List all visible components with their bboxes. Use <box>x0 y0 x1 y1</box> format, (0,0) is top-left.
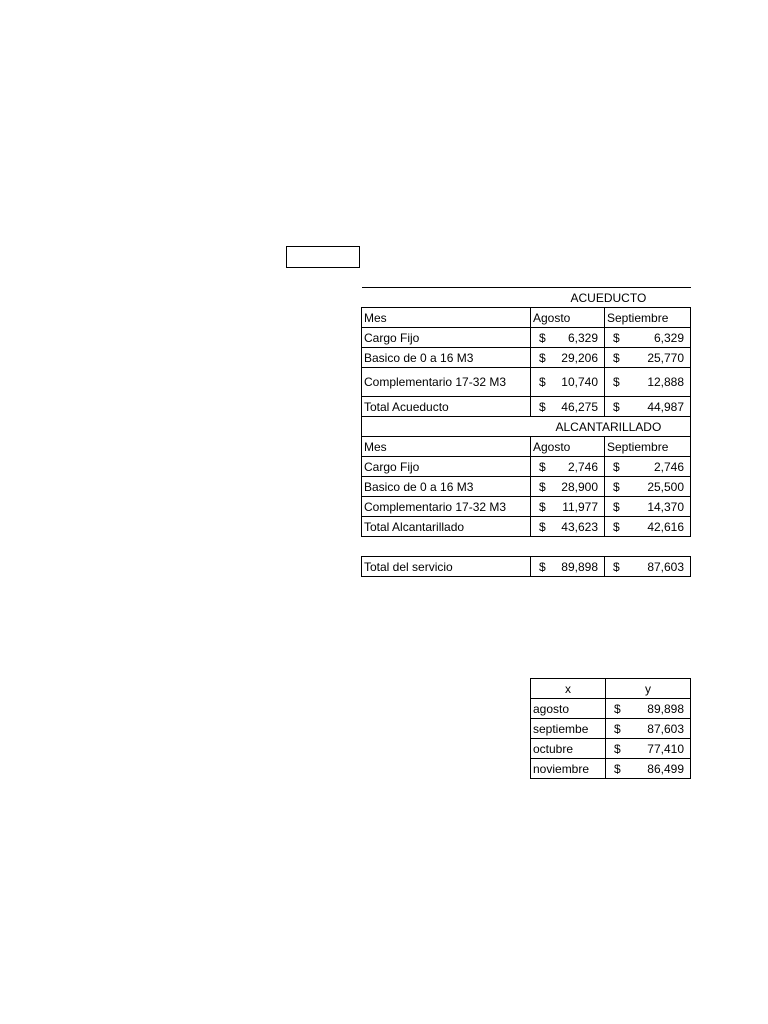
x-cell: septiembe <box>531 719 606 739</box>
total-value-septiembre: 87,603 <box>647 559 685 574</box>
row-label: Total Alcantarillado <box>362 517 531 537</box>
spacer-row <box>362 537 691 557</box>
value-cell: 14,370 <box>647 499 685 514</box>
value-cell: 46,275 <box>561 399 598 414</box>
value-cell: 25,770 <box>647 350 685 365</box>
x-cell: noviembre <box>531 759 606 779</box>
currency-symbol: $ <box>614 741 621 756</box>
value-cell: 42,616 <box>647 519 685 534</box>
table-row <box>362 477 691 497</box>
header-mes: Mes <box>362 437 531 457</box>
value-cell: 2,746 <box>653 459 685 474</box>
alcantarillado-header-row <box>362 437 691 457</box>
currency-symbol: $ <box>614 721 621 736</box>
currency-symbol: $ <box>613 559 620 574</box>
currency-symbol: $ <box>613 375 620 389</box>
value-cell: 10,740 <box>561 375 598 389</box>
table-row <box>362 517 691 537</box>
y-cell: 87,603 <box>647 721 684 736</box>
row-label: Cargo Fijo <box>362 457 531 477</box>
y-cell: 77,410 <box>647 741 684 756</box>
header-mes: Mes <box>362 308 531 328</box>
table-row <box>362 328 691 348</box>
currency-symbol: $ <box>614 701 621 716</box>
row-label: Cargo Fijo <box>362 328 531 348</box>
header-y: y <box>606 679 691 699</box>
currency-symbol: $ <box>539 479 546 494</box>
currency-symbol: $ <box>539 499 546 514</box>
row-label: Complementario 17-32 M3 <box>362 497 531 517</box>
acueducto-title-row <box>362 288 691 308</box>
value-cell: 2,746 <box>567 459 598 474</box>
header-septiembre: Septiembre <box>605 308 691 328</box>
currency-symbol: $ <box>613 519 620 534</box>
alcantarillado-title-row <box>362 417 691 437</box>
currency-symbol: $ <box>613 459 620 474</box>
table-row <box>362 457 691 477</box>
value-cell: 44,987 <box>647 399 685 414</box>
alcantarillado-title: ALCANTARILLADO <box>531 417 691 437</box>
table-row <box>531 699 691 719</box>
row-label: Total Acueducto <box>362 397 531 417</box>
table-row <box>531 739 691 759</box>
currency-symbol: $ <box>539 559 546 574</box>
table-row <box>362 397 691 417</box>
value-cell: 11,977 <box>562 499 598 514</box>
total-row <box>362 557 691 577</box>
value-cell: 29,206 <box>561 350 598 365</box>
x-cell: agosto <box>531 699 606 719</box>
xy-header-row <box>531 679 691 699</box>
xy-table <box>530 678 691 779</box>
header-x: x <box>531 679 606 699</box>
empty-cell-box <box>286 246 360 268</box>
acueducto-title: ACUEDUCTO <box>531 288 691 308</box>
currency-symbol: $ <box>539 330 546 345</box>
header-agosto: Agosto <box>531 437 605 457</box>
value-cell: 25,500 <box>647 479 685 494</box>
currency-symbol: $ <box>613 330 620 345</box>
currency-symbol: $ <box>539 519 546 534</box>
total-label: Total del servicio <box>362 557 531 577</box>
currency-symbol: $ <box>614 761 621 776</box>
currency-symbol: $ <box>539 375 546 389</box>
billing-table <box>361 287 691 577</box>
header-agosto: Agosto <box>531 308 605 328</box>
currency-symbol: $ <box>539 350 546 365</box>
y-cell: 89,898 <box>647 701 684 716</box>
table-row <box>362 348 691 368</box>
currency-symbol: $ <box>613 499 620 514</box>
table-row <box>362 497 691 517</box>
value-cell: 12,888 <box>647 375 685 389</box>
currency-symbol: $ <box>539 399 546 414</box>
row-label: Basico de 0 a 16 M3 <box>362 477 531 497</box>
row-label: Complementario 17-32 M3 <box>362 368 531 397</box>
currency-symbol: $ <box>613 399 620 414</box>
currency-symbol: $ <box>613 350 620 365</box>
table-row <box>531 759 691 779</box>
acueducto-header-row <box>362 308 691 328</box>
table-row <box>362 368 691 397</box>
row-label: Basico de 0 a 16 M3 <box>362 348 531 368</box>
currency-symbol: $ <box>539 459 546 474</box>
total-value-agosto: 89,898 <box>561 559 598 574</box>
value-cell: 43,623 <box>561 519 598 534</box>
header-septiembre: Septiembre <box>605 437 691 457</box>
table-row <box>531 719 691 739</box>
currency-symbol: $ <box>613 479 620 494</box>
y-cell: 86,499 <box>647 761 684 776</box>
x-cell: octubre <box>531 739 606 759</box>
value-cell: 6,329 <box>653 330 685 345</box>
value-cell: 6,329 <box>567 330 598 345</box>
value-cell: 28,900 <box>561 479 598 494</box>
